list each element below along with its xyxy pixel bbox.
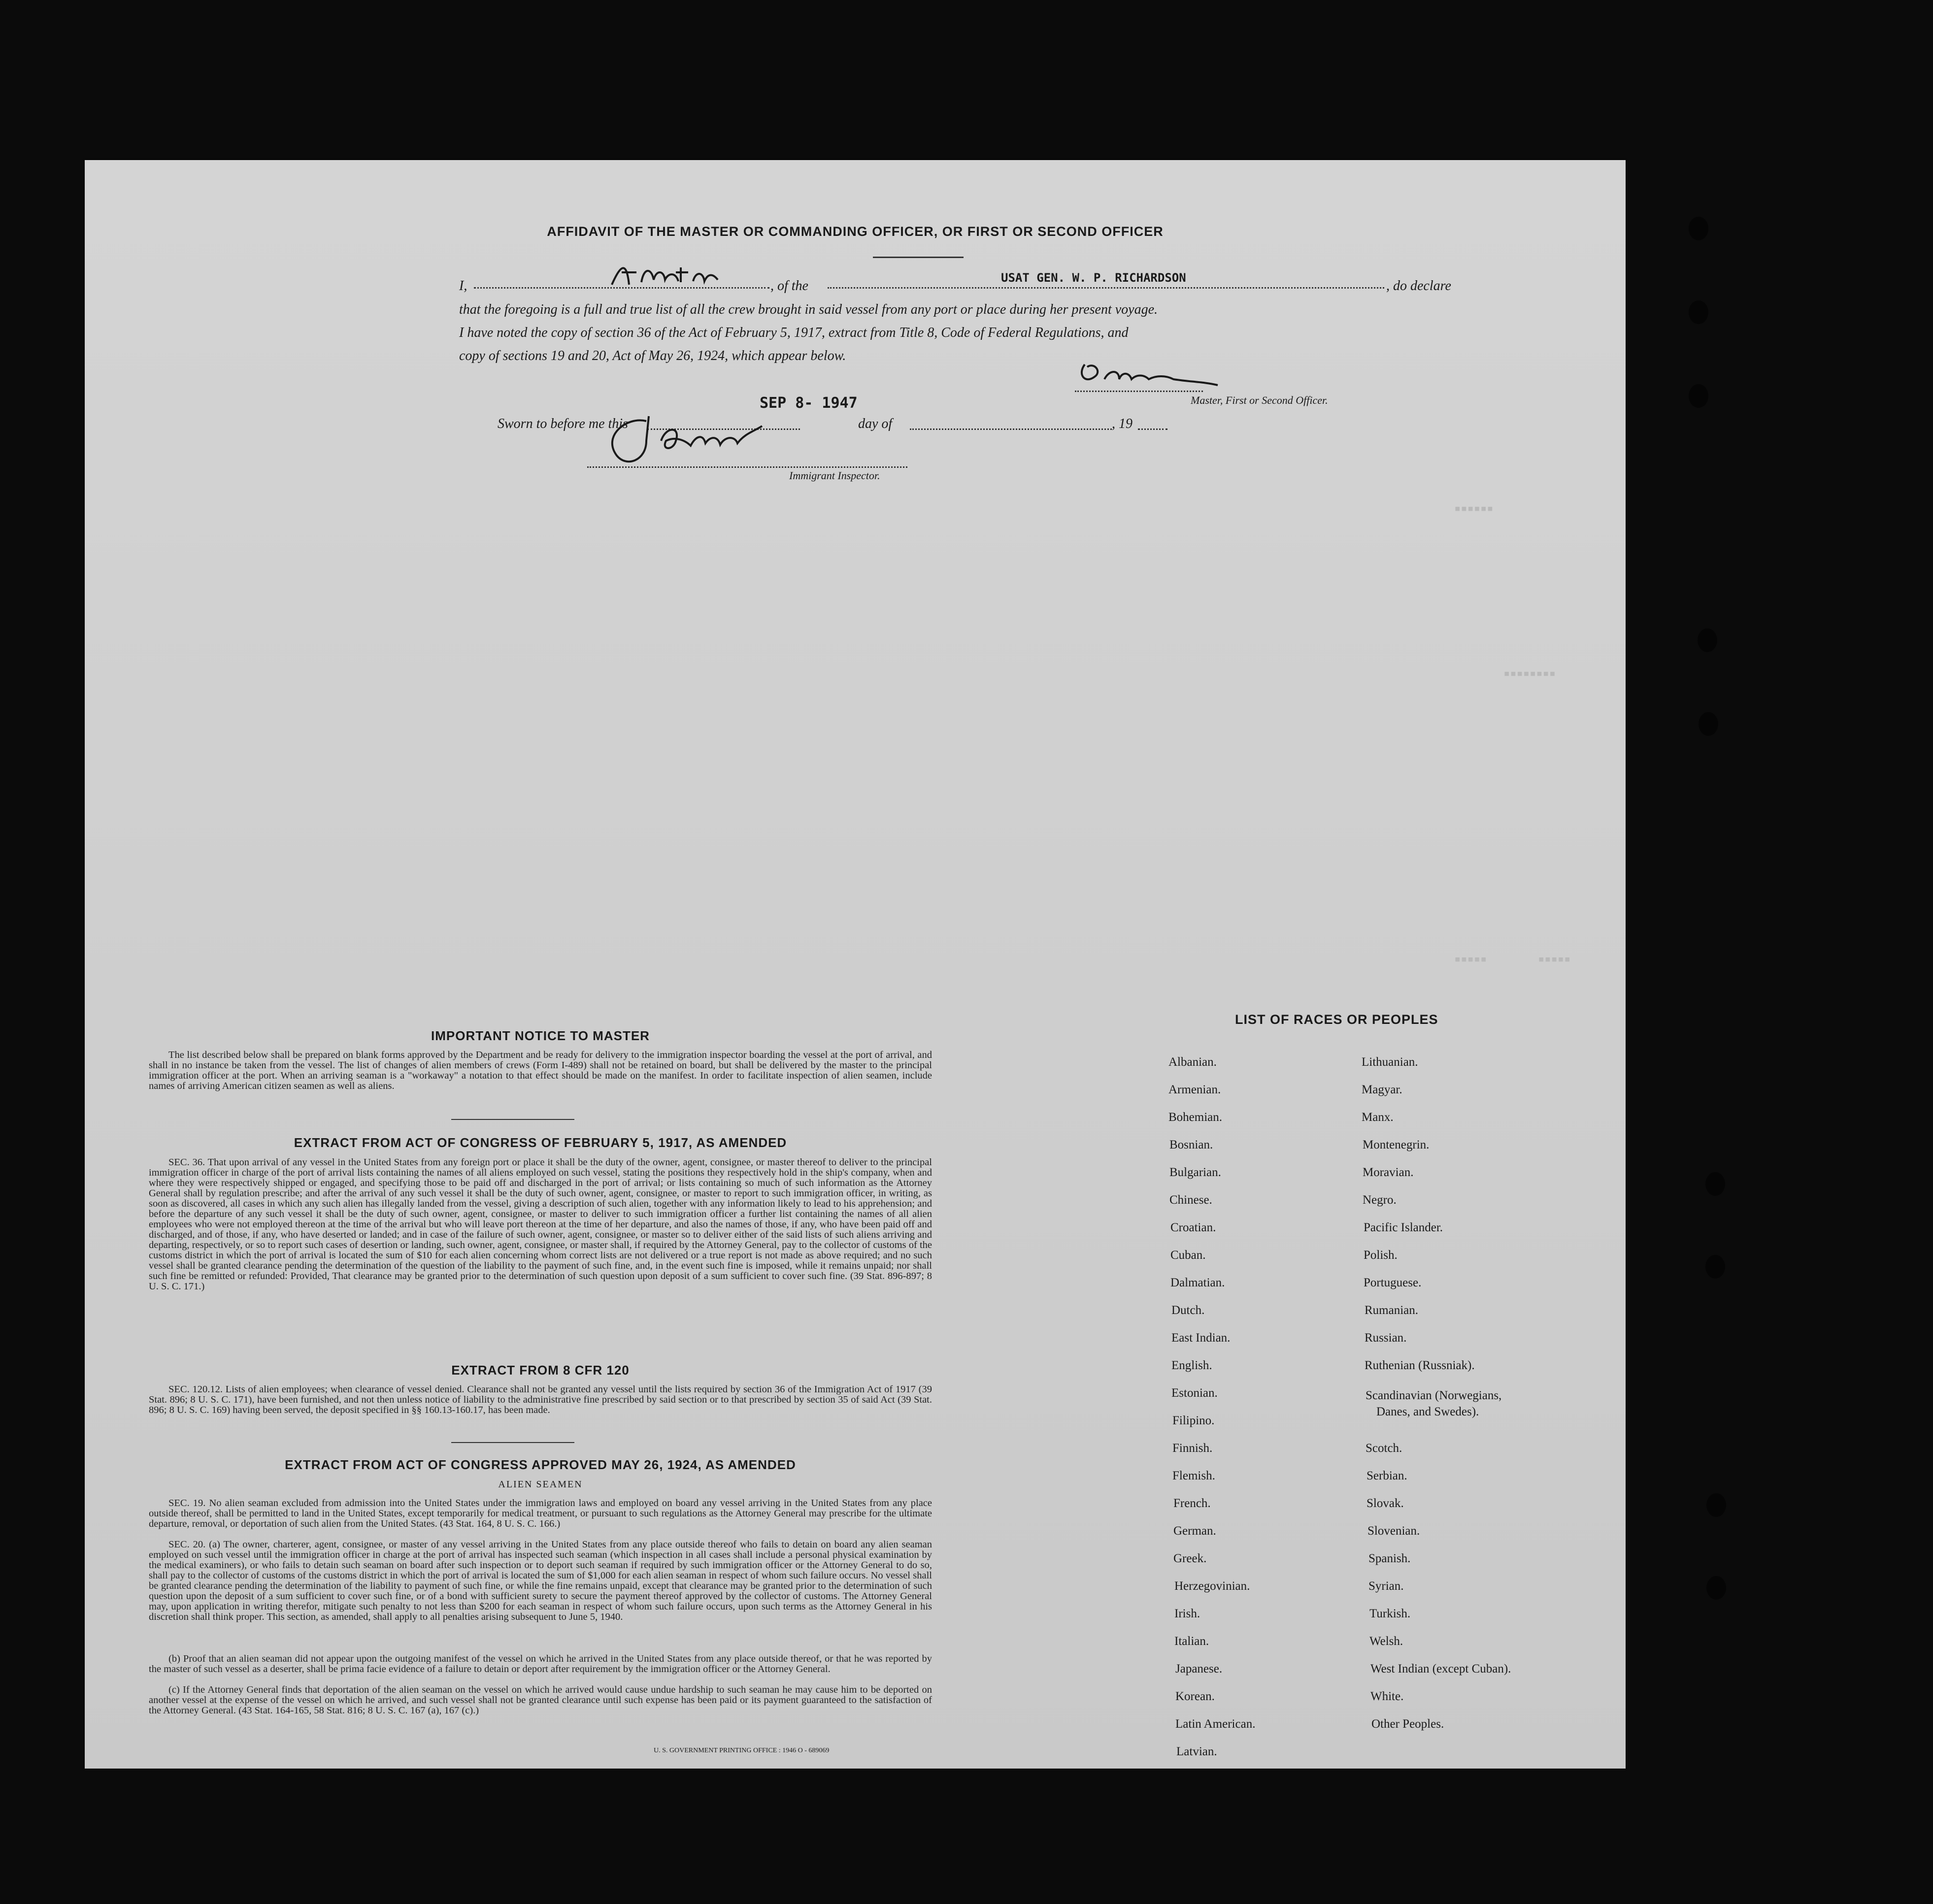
printer-credit: U. S. GOVERNMENT PRINTING OFFICE : 1946 O - 689069 xyxy=(654,1747,830,1754)
race-item: Spanish. xyxy=(1368,1552,1411,1565)
master-handwritten-signature xyxy=(607,258,725,292)
affidavit-i: I, xyxy=(459,278,467,294)
extract-1924-sec20a: SEC. 20. (a) The owner, charterer, agent, consignee, or master of any vessel arriving in the United States from any place outside thereof who fails to detain on board any alien seaman employed on such vessel until the immigration officer in charge at the port of arrival has inspected such seaman (which inspection in all cases shall include a personal physical examination by the medical examiners), or who fails to detain such seaman on board after such inspection or to deport such seaman if required by such immigration officer or the Attorney General to do so, shall pay to the collector of customs of the customs district in which the port of arrival is located the sum of $1,000 for each alien seaman in respect of whom such failure occurs. No vessel shall be granted clearance pending the determination of the liability to payment of such fine, or while the fine remains unpaid, except that clearance may be granted prior to the determination of such question upon the deposit of a sum sufficient to cover such fine, or of a bond with sufficient surety to secure the payment thereof approved by the collector of customs. The Attorney General may, upon application in writing therefor, mitigate such penalty to not less than $200 for each seaman in respect of whom such failure occurs, upon such terms as the Attorney General in his discretion shall think proper. This section, as amended, shall apply to all penalties arising subsequent to June 5, 1940. xyxy=(149,1539,932,1622)
inspector-signature xyxy=(587,406,774,470)
punch-hole xyxy=(1705,1172,1725,1196)
sworn-text: Sworn to before me this xyxy=(498,416,628,431)
vessel-line xyxy=(828,287,1384,289)
year-line xyxy=(1138,428,1167,430)
race-item: Finnish. xyxy=(1172,1442,1213,1455)
notice-body: The list described below shall be prepared on blank forms approved by the Department and be ready for delivery to the immigration inspector boarding the vessel at the port of arrival, and shall in no instance be taken from the vessel. The list of changes of alien members of crews (Form I-489) shall not be retained on board, but shall be delivered by the master to the principal immigration officer at the port. When an arriving seaman is a "workaway" a notation to that effect should be made on the manifest. In order to facilitate inspection of alien seamen, include names of arriving American citizen seamen as well as aliens. xyxy=(149,1050,932,1091)
race-item: Albanian. xyxy=(1168,1055,1217,1069)
punch-hole xyxy=(1705,1255,1725,1279)
extract-1924-sec20c: (c) If the Attorney General finds that deportation of the alien seaman on the vessel on which he arrived would cause undue hardship to such seaman he may cause him to be deported on another vessel at the expense of the vessel on which he arrived, and such vessel shall not be granted clearance until such expense has been paid or its payment guaranteed to the satisfaction of the Attorney General. (43 Stat. 164-165, 58 Stat. 816; 8 U. S. C. 167 (a), 167 (c).) xyxy=(149,1684,932,1716)
race-item: Bulgarian. xyxy=(1169,1166,1221,1179)
race-item: Chinese. xyxy=(1169,1193,1212,1207)
race-item: Italian. xyxy=(1174,1635,1209,1648)
race-item: West Indian (except Cuban). xyxy=(1370,1662,1511,1675)
affidavit-of-the: , of the xyxy=(770,278,808,294)
punch-hole xyxy=(1706,1576,1726,1600)
document-page: ▪▪▪▪▪▪ ▪▪▪▪▪▪▪▪ ▪▪▪▪▪ ▪▪▪▪▪ AFFIDAVIT OF THE MASTER OR COMMANDING OFFICER, OR FIRST OR SECOND OFFICER I, , of the USAT GEN. W. P. RICHARDSON , do declare that the foregoing is a full and true list of all the crew brought in said vessel from any port or place during her present voyage. I have noted the copy of section 36 of the Act of February 5, 1917, extract from Title 8, Code of Federal Regulations, and copy of sections 19 and 20, Act of May 26, 1924, which appear below. Master, First or Second Officer. Sworn to before me this SEP 8- 1947 day of , 19 Immigrant Inspector. IMPORTANT NOTICE TO MASTER The list described below shall be prepared on blank forms approved by the Department and be ready for delivery to the immigration inspector boarding the vessel at the port of arrival, and shall in no instance be taken from the vessel. The list of changes of alien members of crews (Form I-489) shall not be retained on board, but shall be delivered by the master to the principal immigration officer at the port. When an arriving seaman is a "workaway" a notation to that effect should be made on the manifest. In order to facilitate inspection of alien seamen, include names of arriving American citizen seamen as well as aliens. EXTRACT FROM ACT OF CONGRESS OF FEBRUARY 5, 1917, AS AMENDED SEC. 36. That upon arrival of any vessel in the United States from any foreign port or place it shall be the duty of the owner, agent, consignee, or master thereof to deliver to the principal immigration officer in charge of the port of arrival lists containing the names of all aliens employed on such vessel, stating the positions they respectively hold in the ship's company, when and where they were respectively shipped or engaged, and specifying those to be paid off and discharged in the port of arrival; or lists containing so much of such information as the Attorney General shall by regulation prescribe; and after the arrival of any such vessel it shall be the duty of such owner, agent, consignee, or master to report to such immigration officer, in writing, as soon as discovered, all cases in which any such alien has illegally landed from the vessel, giving a description of such alien, together with any information likely to lead to his apprehension; and before the departure of any such vessel it shall be the duty of such owner, agent, consignee, or master to deliver to such immigration officer a further list containing the names of all alien employees who were not employed thereon at the time of the arrival but who will leave port thereon at the time of her departure, and also the names of those, if any, who have been paid off and discharged, and of those, if any, who have deserted or landed; and in case of the failure of such owner, agent, consignee, or master so to deliver either of the said lists of such aliens arriving and departing, respectively, or so to report such cases of desertion or landing, such owner, agent, consignee, or master shall, if required by the Attorney General, pay to the collector of customs of the customs district in which the port of arrival is located the sum of $10 for each alien concerning whom correct lists are not delivered or a true report is not made as above required; and no such vessel shall be granted clearance pending the determination of the question of the liability to the payment of such fine, and, in the event such fine is imposed, while it remains unpaid; nor shall such fine be remitted or refunded: Provided, That clearance may be granted prior to the determination of such question upon deposit of a sum sufficient to cover such fine. (39 Stat. 896-897; 8 U. S. C. 171.) EXTRACT FROM 8 CFR 120 SEC. 120.12. Lists of alien employees; when clearance of vessel denied. Clearance shall not be granted any vessel until the lists required by section 36 of the Immigration Act of 1917 (39 Stat. 896; 8 U. S. C. 171), have been furnished, and not then unless notice of liability to the administrative fine prescribed by said section or to that prescribed by section 35 of said Act (39 Stat. 896; 8 U. S. C. 169) having been served, the deposit specified in §§ 160.13-160.17, has been made. EXTRACT FROM ACT OF CONGRESS APPROVED MAY 26, 1924, AS AMENDED ALIEN SEAMEN SEC. 19. No alien seaman excluded from admission into the United States under the immigration laws and employed on board any vessel arriving in the United States from any place outside thereof, shall be permitted to land in the United States, except temporarily for medical treatment, or pursuant to such regulations as the Attorney General may prescribe for the ultimate departure, removal, or deportation of such alien from the United States. (43 Stat. 164, 8 U. S. C. 166.) SEC. 20. (a) The owner, charterer, agent, consignee, or master of any vessel arriving in the United States from any place outside thereof who fails to detain on board any alien seaman employed on such vessel until the immigration officer in charge at the port of arrival has inspected such seaman (which inspection in all cases shall include a personal physical examination by the medical examiners), or who fails to detain such seaman on board after such inspection or to deport such seaman if required by such immigration officer or the Attorney General to do so, shall pay to the collector of customs of the customs district in which the port of arrival is located the sum of $1,000 for each alien seaman in respect of whom such failure occurs. No vessel shall be granted clearance pending the determination of the liability to payment of such fine, or while the fine remains unpaid, except that clearance may be granted prior to the determination of such question upon the deposit of a sum sufficient to cover such fine, or of a bond with sufficient surety to secure the payment thereof approved by the collector of customs. The Attorney General may, upon application in writing therefor, mitigate such penalty to not less than $200 for each seaman in respect of whom such failure occurs, upon such terms as the Attorney General in his discretion shall think proper. This section, as amended, shall apply to all penalties arising subsequent to June 5, 1940. (b) Proof that an alien seaman did not appear upon the outgoing manifest of the vessel on which he arrived in the United States from any place outside thereof, or that he was reported by the master of such vessel as a deserter, shall be prima facie evidence of a failure to detain or deport after requirement by the immigration officer or the Attorney General. (c) If the Attorney General finds that deportation of the alien seaman on the vessel on which he arrived would cause undue hardship to such seaman he may cause him to be deported on another vessel at the expense of the vessel on which he arrived, and such vessel shall not be granted clearance until such expense has been paid or its payment guaranteed to the satisfaction of the Attorney General. (43 Stat. 164-165, 58 Stat. 816; 8 U. S. C. 167 (a), 167 (c).) U. S. GOVERNMENT PRINTING OFFICE : 1946 O - 689069 LIST OF RACES OR PEOPLES Albanian. Armenian. Bohemian. Bosnian. Bulgarian. Chinese. Croatian. Cuban. Dalmatian. Dutch. East Indian. English. Estonian. Filipino. Finnish. Flemish. French. German. Greek. Herzegovinian. Irish. Italian. Japanese. Korean. Latin American. Latvian. Lithuanian. Magyar. Manx. Montenegrin. Moravian. Negro. Pacific Islander. Polish. Portuguese. Rumanian. Russian. Ruthenian (Russniak). Scandinavian (Norwegians, Danes, and Swedes). Scotch. Serbian. Slovak. Slovenian. Spanish. Syrian. Turkish. Welsh. West Indian (except Cuban). White. Other Peoples. xyxy=(85,160,1626,1769)
notice-title: IMPORTANT NOTICE TO MASTER xyxy=(431,1028,650,1043)
race-item: Welsh. xyxy=(1369,1635,1403,1648)
race-item: Negro. xyxy=(1363,1193,1397,1207)
race-item: Herzegovinian. xyxy=(1174,1579,1250,1593)
affidavit-line-2: that the foregoing is a full and true list of all the crew brought in said vessel from any port or place during her present voyage. xyxy=(459,302,1158,317)
punch-hole xyxy=(1699,712,1718,736)
race-item: Other Peoples. xyxy=(1371,1717,1444,1731)
year-prefix: , 19 xyxy=(1112,416,1133,431)
punch-hole xyxy=(1689,217,1708,240)
race-item: Danes, and Swedes). xyxy=(1376,1405,1479,1418)
affidavit-line-4: copy of sections 19 and 20, Act of May 26, 1924, which appear below. xyxy=(459,348,846,363)
divider-2 xyxy=(451,1442,574,1443)
extract-1924-sec19: SEC. 19. No alien seaman excluded from admission into the United States under the immigration laws and employed on board any vessel arriving in the United States from any place outside thereof, shall be permitted to land in the United States, except temporarily for medical treatment, or pursuant to such regulations as the Attorney General may prescribe for the ultimate departure, removal, or deportation of such alien from the United States. (43 Stat. 164, 8 U. S. C. 166.) xyxy=(149,1498,932,1529)
affidavit-do-declare: , do declare xyxy=(1386,278,1451,294)
race-item: Ruthenian (Russniak). xyxy=(1365,1359,1475,1372)
race-item: Irish. xyxy=(1174,1607,1200,1620)
race-item: Filipino. xyxy=(1172,1414,1215,1427)
inspector-signature-line xyxy=(587,466,907,468)
race-item: Moravian. xyxy=(1363,1166,1414,1179)
punch-hole xyxy=(1689,300,1708,324)
punch-hole xyxy=(1689,384,1708,408)
race-item: Latvian. xyxy=(1176,1745,1217,1758)
race-item: Greek. xyxy=(1173,1552,1207,1565)
race-item: Dalmatian. xyxy=(1170,1276,1225,1289)
divider-1 xyxy=(451,1119,574,1120)
race-item: Scotch. xyxy=(1366,1442,1402,1455)
title-divider xyxy=(873,257,964,258)
race-item: Dutch. xyxy=(1171,1304,1205,1317)
race-item: Latin American. xyxy=(1175,1717,1256,1731)
race-item: Japanese. xyxy=(1175,1662,1223,1675)
race-item: Cuban. xyxy=(1170,1248,1206,1262)
races-title: LIST OF RACES OR PEOPLES xyxy=(1235,1012,1438,1027)
extract-1917-body: SEC. 36. That upon arrival of any vessel in the United States from any foreign port or place it shall be the duty of the owner, agent, consignee, or master thereof to deliver to the principal immigration officer in charge of the port of arrival lists containing the names of all aliens employed on such vessel, stating the positions they respectively hold in the ship's company, when and where they were respectively shipped or engaged, and specifying those to be paid off and discharged in the port of arrival; or lists containing so much of such information as the Attorney General shall by regulation prescribe; and after the arrival of any such vessel it shall be the duty of such owner, agent, consignee, or master to report to such immigration officer, in writing, as soon as discovered, all cases in which any such alien has illegally landed from the vessel, giving a description of such alien, together with any information likely to lead to his apprehension; and before the departure of any such vessel it shall be the duty of such owner, agent, consignee, or master to deliver to such immigration officer a further list containing the names of all alien employees who were not employed thereon at the time of the arrival but who will leave port thereon at the time of her departure, and also the names of those, if any, who have been paid off and discharged, and of those, if any, who have deserted or landed; and in case of the failure of such owner, agent, consignee, or master so to deliver either of the said lists of such aliens arriving and departing, respectively, or so to report such cases of desertion or landing, such owner, agent, consignee, or master shall, if required by the Attorney General, pay to the collector of customs of the customs district in which the port of arrival is located the sum of $10 for each alien concerning whom correct lists are not delivered or a true report is not made as above required; and no such vessel shall be granted clearance pending the determination of the question of the liability to the payment of such fine, and, in the event such fine is imposed, while it remains unpaid; nor shall such fine be remitted or refunded: Provided, That clearance may be granted prior to the determination of such question upon deposit of a sum sufficient to cover such fine. (39 Stat. 896-897; 8 U. S. C. 171.) xyxy=(149,1157,932,1292)
race-item: Serbian. xyxy=(1366,1469,1407,1482)
race-item: Slovak. xyxy=(1366,1497,1404,1510)
race-item: Portuguese. xyxy=(1364,1276,1422,1289)
extract-1924-subtitle: ALIEN SEAMEN xyxy=(498,1479,583,1490)
race-item: Russian. xyxy=(1365,1331,1407,1345)
race-item: Syrian. xyxy=(1368,1579,1404,1593)
race-item: Montenegrin. xyxy=(1363,1138,1430,1151)
punch-hole xyxy=(1706,1493,1726,1517)
affidavit-title: AFFIDAVIT OF THE MASTER OR COMMANDING OFFICER, OR FIRST OR SECOND OFFICER xyxy=(547,224,1164,239)
month-line xyxy=(910,428,1112,430)
extract-1924-title: EXTRACT FROM ACT OF CONGRESS APPROVED MAY 26, 1924, AS AMENDED xyxy=(285,1457,796,1472)
race-item: Flemish. xyxy=(1172,1469,1215,1482)
inspector-caption: Immigrant Inspector. xyxy=(789,469,880,482)
race-item: Korean. xyxy=(1175,1690,1215,1703)
race-item: Rumanian. xyxy=(1365,1304,1419,1317)
race-item: Armenian. xyxy=(1168,1083,1221,1096)
race-item: English. xyxy=(1171,1359,1212,1372)
race-item: White. xyxy=(1370,1690,1404,1703)
race-item: Croatian. xyxy=(1170,1221,1216,1234)
master-signature xyxy=(1075,355,1223,399)
vessel-name: USAT GEN. W. P. RICHARDSON xyxy=(1001,271,1186,285)
race-item: Bohemian. xyxy=(1168,1111,1223,1124)
race-item: Turkish. xyxy=(1369,1607,1411,1620)
race-item: Manx. xyxy=(1362,1111,1394,1124)
extract-1924-sec20b: (b) Proof that an alien seaman did not appear upon the outgoing manifest of the vessel on which he arrived in the United States from any place outside thereof, or that he was reported by the master of such vessel as a deserter, shall be prima facie evidence of a failure to detain or deport after requirement by the immigration officer or the Attorney General. xyxy=(149,1653,932,1674)
affidavit-line-3: I have noted the copy of section 36 of the Act of February 5, 1917, extract from Title 8, Code of Federal Regulations, and xyxy=(459,325,1129,340)
day-of-text: day of xyxy=(858,416,893,431)
race-item: Lithuanian. xyxy=(1362,1055,1418,1069)
master-signature-line xyxy=(1075,391,1203,392)
race-item: Scandinavian (Norwegians, xyxy=(1366,1389,1502,1402)
extract-cfr-body: SEC. 120.12. Lists of alien employees; when clearance of vessel denied. Clearance shall not be granted any vessel until the lists required by section 36 of the Immigration Act of 1917 (39 Stat. 896; 8 U. S. C. 171), have been furnished, and not then unless notice of liability to the administrative fine prescribed by said section or to that prescribed by section 35 of said Act (39 Stat. 896; 8 U. S. C. 169) having been served, the deposit specified in §§ 160.13-160.17, has been made. xyxy=(149,1384,932,1415)
race-item: East Indian. xyxy=(1171,1331,1231,1345)
race-item: Pacific Islander. xyxy=(1364,1221,1443,1234)
race-item: Magyar. xyxy=(1362,1083,1402,1096)
extract-1917-title: EXTRACT FROM ACT OF CONGRESS OF FEBRUARY 5, 1917, AS AMENDED xyxy=(294,1135,787,1150)
punch-hole xyxy=(1698,628,1717,652)
master-caption: Master, First or Second Officer. xyxy=(1191,394,1328,406)
extract-cfr-title: EXTRACT FROM 8 CFR 120 xyxy=(451,1363,630,1378)
race-item: Slovenian. xyxy=(1367,1524,1420,1538)
race-item: Bosnian. xyxy=(1169,1138,1213,1151)
date-stamp: SEP 8- 1947 xyxy=(760,394,858,412)
race-item: French. xyxy=(1173,1497,1211,1510)
race-item: Estonian. xyxy=(1171,1386,1218,1400)
race-item: German. xyxy=(1173,1524,1216,1538)
race-item: Polish. xyxy=(1364,1248,1398,1262)
